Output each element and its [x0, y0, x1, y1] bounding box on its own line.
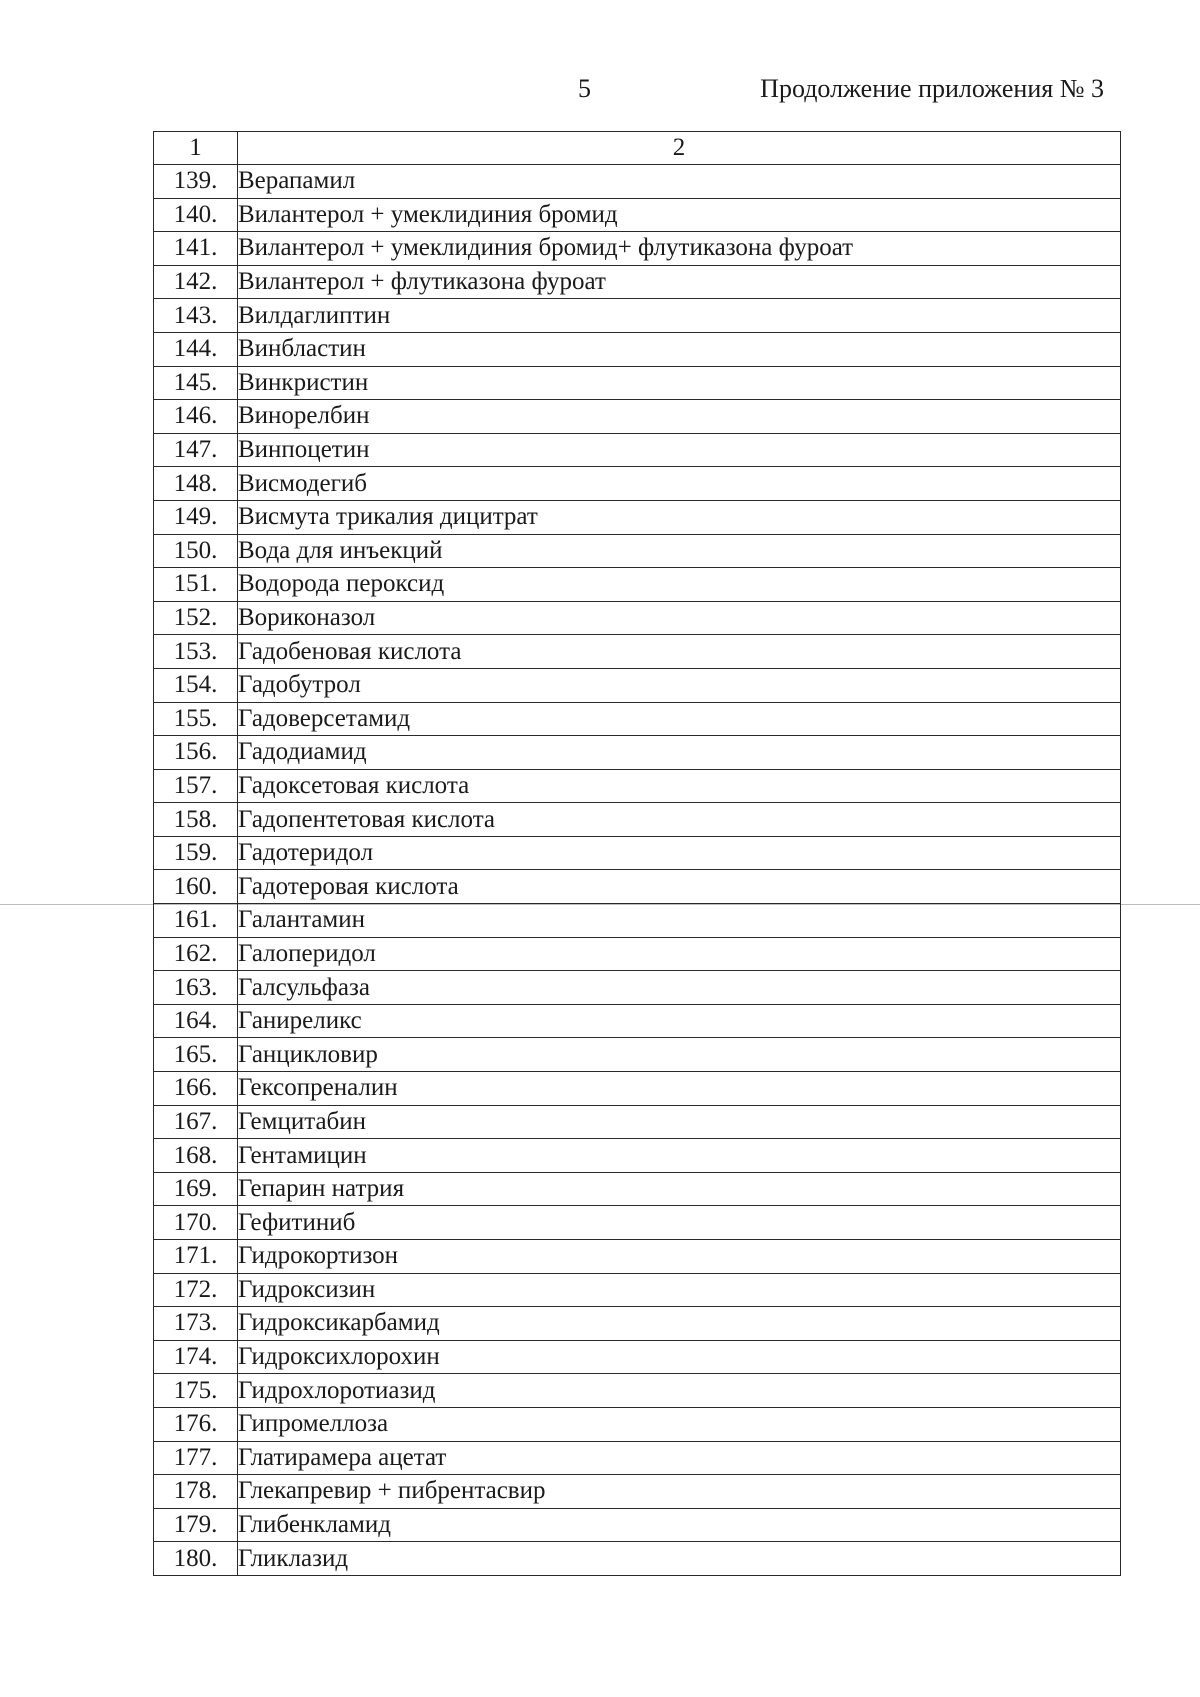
- drug-name: Галоперидол: [238, 937, 1121, 971]
- drug-list-table: [153, 131, 1121, 1576]
- row-number: 163.: [154, 971, 238, 1005]
- row-number: 150.: [154, 534, 238, 568]
- table-row: [154, 1340, 1121, 1374]
- table-row: [154, 702, 1121, 736]
- row-number: 176.: [154, 1407, 238, 1441]
- table-row: [154, 534, 1121, 568]
- row-number: 172.: [154, 1273, 238, 1307]
- drug-name: Гадопентетовая кислота: [238, 803, 1121, 837]
- table-row: [154, 1374, 1121, 1408]
- table-row: [154, 1004, 1121, 1038]
- row-number: 148.: [154, 467, 238, 501]
- drug-name: Водорода пероксид: [238, 568, 1121, 602]
- table-row: [154, 400, 1121, 434]
- column-header-number: 1: [154, 132, 238, 165]
- table-row: [154, 198, 1121, 232]
- row-number: 156.: [154, 736, 238, 770]
- table-row: [154, 1407, 1121, 1441]
- row-number: 140.: [154, 198, 238, 232]
- table-row: [154, 601, 1121, 635]
- row-number: 154.: [154, 668, 238, 702]
- table-row: [154, 433, 1121, 467]
- drug-name: Винкристин: [238, 366, 1121, 400]
- table-row: [154, 1307, 1121, 1341]
- row-number: 152.: [154, 601, 238, 635]
- drug-name: Гадобеновая кислота: [238, 635, 1121, 669]
- drug-name: Гадодиамид: [238, 736, 1121, 770]
- drug-name: Гидрокортизон: [238, 1240, 1121, 1274]
- table-row: [154, 1139, 1121, 1173]
- table-row: [154, 232, 1121, 266]
- table-row: [154, 1206, 1121, 1240]
- table-row: [154, 769, 1121, 803]
- row-number: 158.: [154, 803, 238, 837]
- drug-name: Вориконазол: [238, 601, 1121, 635]
- table-row: [154, 165, 1121, 199]
- drug-name: Гексопреналин: [238, 1072, 1121, 1106]
- drug-name: Гентамицин: [238, 1139, 1121, 1173]
- row-number: 164.: [154, 1004, 238, 1038]
- table-row: [154, 1508, 1121, 1542]
- drug-name: Вилантерол + умеклидиния бромид+ флутиказона фуроат: [238, 232, 1121, 266]
- table-row: [154, 635, 1121, 669]
- drug-name: Гидроксизин: [238, 1273, 1121, 1307]
- table-row: [154, 870, 1121, 904]
- table-row: [154, 568, 1121, 602]
- table-row: [154, 299, 1121, 333]
- row-number: 147.: [154, 433, 238, 467]
- table-row: [154, 937, 1121, 971]
- row-number: 159.: [154, 836, 238, 870]
- drug-name: Висмута трикалия дицитрат: [238, 500, 1121, 534]
- table-row: [154, 1105, 1121, 1139]
- drug-name: Глатирамера ацетат: [238, 1441, 1121, 1475]
- drug-name: Гадоверсетамид: [238, 702, 1121, 736]
- drug-name: Гадотеровая кислота: [238, 870, 1121, 904]
- table-row: [154, 1240, 1121, 1274]
- table-row: [154, 836, 1121, 870]
- table-row: [154, 904, 1121, 938]
- page-number: 5: [578, 74, 591, 103]
- table-row: [154, 1441, 1121, 1475]
- table-row: [154, 803, 1121, 837]
- table-row: [154, 1072, 1121, 1106]
- row-number: 161.: [154, 904, 238, 938]
- drug-name: Гидрохлоротиазид: [238, 1374, 1121, 1408]
- drug-name: Ганиреликс: [238, 1004, 1121, 1038]
- row-number: 142.: [154, 265, 238, 299]
- drug-name: Гидроксихлорохин: [238, 1340, 1121, 1374]
- row-number: 168.: [154, 1139, 238, 1173]
- row-number: 167.: [154, 1105, 238, 1139]
- drug-name: Вилдаглиптин: [238, 299, 1121, 333]
- table-row: [154, 366, 1121, 400]
- row-number: 170.: [154, 1206, 238, 1240]
- row-number: 180.: [154, 1542, 238, 1576]
- table-header-row: [154, 132, 1121, 165]
- drug-name: Гликлазид: [238, 1542, 1121, 1576]
- table-row: [154, 265, 1121, 299]
- row-number: 177.: [154, 1441, 238, 1475]
- row-number: 153.: [154, 635, 238, 669]
- drug-name: Гадоксетовая кислота: [238, 769, 1121, 803]
- row-number: 178.: [154, 1475, 238, 1509]
- drug-name: Гемцитабин: [238, 1105, 1121, 1139]
- drug-name: Гефитиниб: [238, 1206, 1121, 1240]
- table-row: [154, 736, 1121, 770]
- row-number: 162.: [154, 937, 238, 971]
- row-number: 179.: [154, 1508, 238, 1542]
- table-row: [154, 668, 1121, 702]
- drug-name: Винбластин: [238, 332, 1121, 366]
- row-number: 175.: [154, 1374, 238, 1408]
- row-number: 173.: [154, 1307, 238, 1341]
- table-row: [154, 467, 1121, 501]
- table-row: [154, 1475, 1121, 1509]
- drug-name: Гадотеридол: [238, 836, 1121, 870]
- table-row: [154, 1038, 1121, 1072]
- drug-name: Висмодегиб: [238, 467, 1121, 501]
- row-number: 151.: [154, 568, 238, 602]
- drug-name: Винпоцетин: [238, 433, 1121, 467]
- drug-name: Галантамин: [238, 904, 1121, 938]
- table-body: [154, 165, 1121, 1576]
- drug-name: Глибенкламид: [238, 1508, 1121, 1542]
- row-number: 174.: [154, 1340, 238, 1374]
- row-number: 139.: [154, 165, 238, 199]
- drug-name: Гепарин натрия: [238, 1172, 1121, 1206]
- drug-name: Вилантерол + флутиказона фуроат: [238, 265, 1121, 299]
- table-row: [154, 500, 1121, 534]
- row-number: 144.: [154, 332, 238, 366]
- drug-name: Верапамил: [238, 165, 1121, 199]
- table-row: [154, 1172, 1121, 1206]
- drug-name: Глекапревир + пибрентасвир: [238, 1475, 1121, 1509]
- table-row: [154, 1542, 1121, 1576]
- page-caption: Продолжение приложения № 3: [760, 74, 1104, 103]
- row-number: 160.: [154, 870, 238, 904]
- table-row: [154, 332, 1121, 366]
- table-row: [154, 971, 1121, 1005]
- row-number: 141.: [154, 232, 238, 266]
- row-number: 149.: [154, 500, 238, 534]
- row-number: 143.: [154, 299, 238, 333]
- drug-name: Гидроксикарбамид: [238, 1307, 1121, 1341]
- table-row: [154, 1273, 1121, 1307]
- row-number: 157.: [154, 769, 238, 803]
- drug-name: Гадобутрол: [238, 668, 1121, 702]
- row-number: 166.: [154, 1072, 238, 1106]
- drug-name: Вода для инъекций: [238, 534, 1121, 568]
- row-number: 145.: [154, 366, 238, 400]
- row-number: 165.: [154, 1038, 238, 1072]
- row-number: 146.: [154, 400, 238, 434]
- drug-name: Вилантерол + умеклидиния бромид: [238, 198, 1121, 232]
- row-number: 171.: [154, 1240, 238, 1274]
- row-number: 169.: [154, 1172, 238, 1206]
- drug-name: Гипромеллоза: [238, 1407, 1121, 1441]
- drug-name: Винорелбин: [238, 400, 1121, 434]
- drug-name: Ганцикловир: [238, 1038, 1121, 1072]
- row-number: 155.: [154, 702, 238, 736]
- column-header-name: 2: [238, 132, 1121, 165]
- drug-name: Галсульфаза: [238, 971, 1121, 1005]
